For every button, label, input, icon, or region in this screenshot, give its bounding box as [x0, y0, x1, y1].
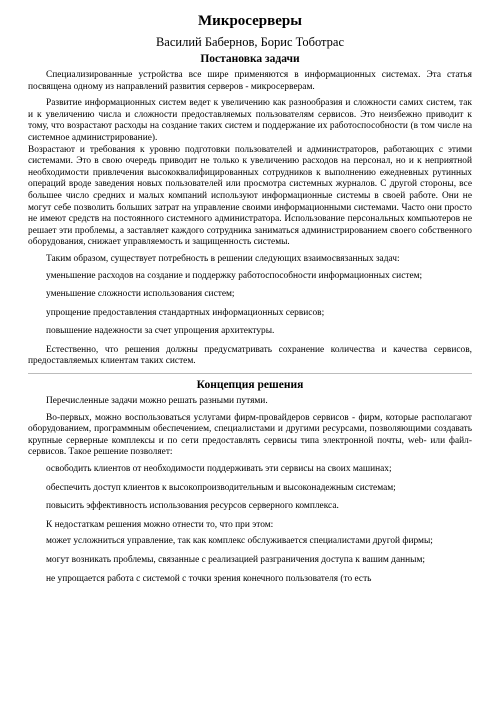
paragraph: Таким образом, существует потребность в решении следующих взаимосвязанных задач: — [46, 253, 400, 264]
document-authors: Василий Бабернов, Борис Тоботрас — [155, 35, 345, 49]
paragraph: Развитие информационных систем ведет к увеличению как разнообразия и сложности самих систем, так и к увеличению числа и сложности предоставляемых пользователям сервисов. Это неизбежно приводит к тому, что возрастают расходы на создание таких систем и поддержание их работоспособности (в том числе на системное администрирование). — [28, 98, 472, 143]
list-item: повышение надежности за счет упрощения архитектуры. — [46, 326, 275, 337]
list-item: упрощение предоставления стандартных информационных сервисов; — [46, 307, 325, 318]
list-item: может усложниться управление, так как комплекс обслуживается специалистами другой фирмы; — [46, 536, 433, 547]
list-item: уменьшение расходов на создание и поддержку работоспособности информационных систем; — [46, 270, 423, 281]
paragraph: Перечисленные задачи можно решать разными путями. — [46, 396, 268, 407]
list-item: обеспечить доступ клиентов к высокопроизводительным и высоконадежным системам; — [46, 482, 396, 493]
paragraph: Естественно, что решения должны предусматривать сохранение количества и качества сервисов, предоставляемых клиентам таких систем. — [28, 344, 472, 367]
list-item: не упрощается работа с системой с точки зрения конечного пользователя (то есть — [46, 573, 372, 584]
list-item: могут возникать проблемы, связанные с реализацией разграничения доступа к вашим данным; — [46, 555, 425, 565]
list-item: уменьшение сложности использования систем; — [46, 289, 235, 300]
section-heading-solution: Концепция решения — [196, 379, 304, 392]
paragraph: Возрастают и требования к уровню подготовки пользователей и администраторов, работающих с этими системами. Это в свою очередь приводит не только к увеличению расходов на персонал, но и к неприятной необходимости привлечения высококвалифицированных сотрудников к выполнению ежедневных рутинных операций вроде заведения новых пользователей или просмотра системных журналов. С другой стороны, все большее число средних и малых компаний используют информационные системы в своей работе. Они не могут себе позволить больших затрат на управление своими информационными системами. Часто они просто не имеют средств на постоянного системного администратора. Использование персональных компьютеров не решает эти проблемы, а заставляет каждого сотрудника заниматься администрированием своего собственного оборудования, снижает управляемость и защищенность системы. — [28, 144, 472, 248]
list-item: освободить клиентов от необходимости поддерживать эти сервисы на своих машинах; — [46, 464, 392, 475]
paragraph: К недостаткам решения можно отнести то, что при этом: — [46, 519, 274, 530]
paragraph: Во-первых, можно воспользоваться услугами фирм-провайдеров сервисов - фирм, которые располагают оборудованием, программным обеспечением, специалистами и другими ресурсами, позволяющими создавать крупные серверные комплексы и по сети предоставлять сервисы типа электронной почты, web- или файл-сервисов. Такое решение позволяет: — [28, 412, 472, 458]
paragraph: Специализированные устройства все шире применяются в информационных системах. Эта статья посвящена одному из направлений развития серверов - микросерверам. — [28, 70, 472, 92]
section-divider — [28, 373, 472, 374]
section-heading-problem: Постановка задачи — [200, 53, 300, 65]
document-title: Микросерверы — [198, 13, 302, 29]
list-item: повысить эффективность использования ресурсов серверного комплекса. — [46, 501, 339, 512]
